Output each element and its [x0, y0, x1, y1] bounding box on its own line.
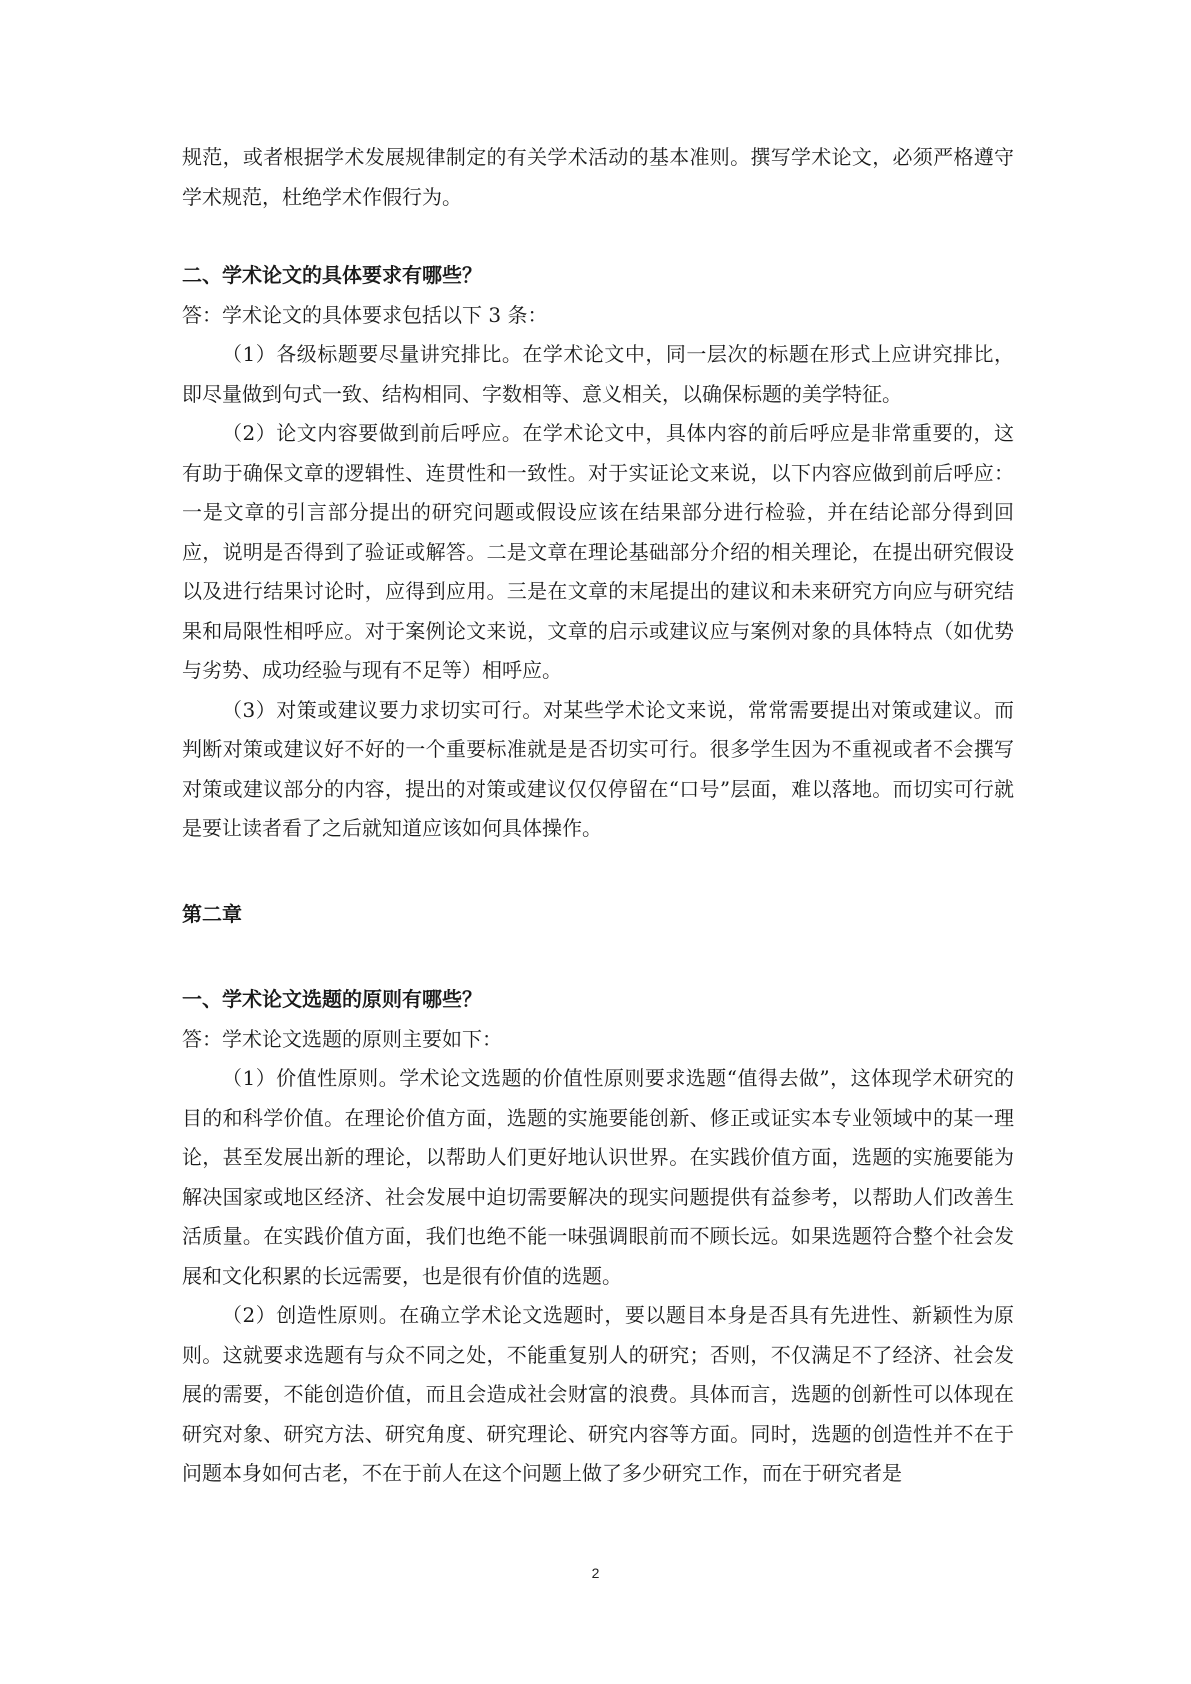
document-body [182, 138, 1014, 1494]
list-item-1: （1）价值性原则。学术论文选题的价值性原则要求选题“值得去做”，这体现学术研究的目的和科学价值。在理论价值方面，选题的实施要能创新、修正或证实本专业领域中的某一理论，甚至发展出新的理论，以帮助人们更好地认识世界。在实践价值方面，选题的实施要能为解决国家或地区经济、社会发展中迫切需要解决的现实问题提供有益参考，以帮助人们改善生活质量。在实践价值方面，我们也绝不能一味强调眼前而不顾长远。如果选题符合整个社会发展和文化积累的长远需要，也是很有价值的选题。 [182, 1066, 1014, 1288]
answer-lead: 答：学术论文的具体要求包括以下 3 条： [182, 302, 548, 327]
list-item-1: （1）各级标题要尽量讲究排比。在学术论文中，同一层次的标题在形式上应讲究排比，即尽量做到句式一致、结构相同、字数相等、意义相关，以确保标题的美学特征。 [182, 342, 1014, 406]
question-heading-principles: 一、学术论文选题的原则有哪些？ [182, 987, 482, 1011]
answer-lead: 答：学术论文选题的原则主要如下： [182, 1026, 502, 1051]
chapter-heading: 第二章 [182, 901, 242, 926]
paragraph-intro: 规范，或者根据学术发展规律制定的有关学术活动的基本准则。撰写学术论文，必须严格遵守学术规范，杜绝学术作假行为。 [182, 145, 1014, 209]
spacer [182, 217, 1014, 256]
spacer [182, 849, 1014, 895]
spacer [182, 934, 1014, 980]
question-heading-requirements: 二、学术论文的具体要求有哪些？ [182, 263, 482, 287]
list-item-2: （2）创造性原则。在确立学术论文选题时，要以题目本身是否具有先进性、新颖性为原则。这就要求选题有与众不同之处，不能重复别人的研究；否则，不仅满足不了经济、社会发展的需要，不能创造价值，而且会造成社会财富的浪费。具体而言，选题的创新性可以体现在研究对象、研究方法、研究角度、研究理论、研究内容等方面。同时，选题的创造性并不在于问题本身如何古老，不在于前人在这个问题上做了多少研究工作，而在于研究者是 [182, 1303, 1014, 1485]
list-item-3: （3）对策或建议要力求切实可行。对某些学术论文来说，常常需要提出对策或建议。而判断对策或建议好不好的一个重要标准就是是否切实可行。很多学生因为不重视或者不会撰写对策或建议部分的内容，提出的对策或建议仅仅停留在“口号”层面，难以落地。而切实可行就是要让读者看了之后就知道应该如何具体操作。 [182, 697, 1014, 840]
page-number: 2 [591, 1565, 600, 1581]
list-item-2: （2）论文内容要做到前后呼应。在学术论文中，具体内容的前后呼应是非常重要的，这有助于确保文章的逻辑性、连贯性和一致性。对于实证论文来说，以下内容应做到前后呼应：一是文章的引言部分提出的研究问题或假设应该在结果部分进行检验，并在结论部分得到回应，说明是否得到了验证或解答。二是文章在理论基础部分介绍的相关理论，在提出研究假设以及进行结果讨论时，应得到应用。三是在文章的末尾提出的建议和未来研究方向应与研究结果和局限性相呼应。对于案例论文来说，文章的启示或建议应与案例对象的具体特点（如优势与劣势、成功经验与现有不足等）相呼应。 [182, 421, 1014, 682]
